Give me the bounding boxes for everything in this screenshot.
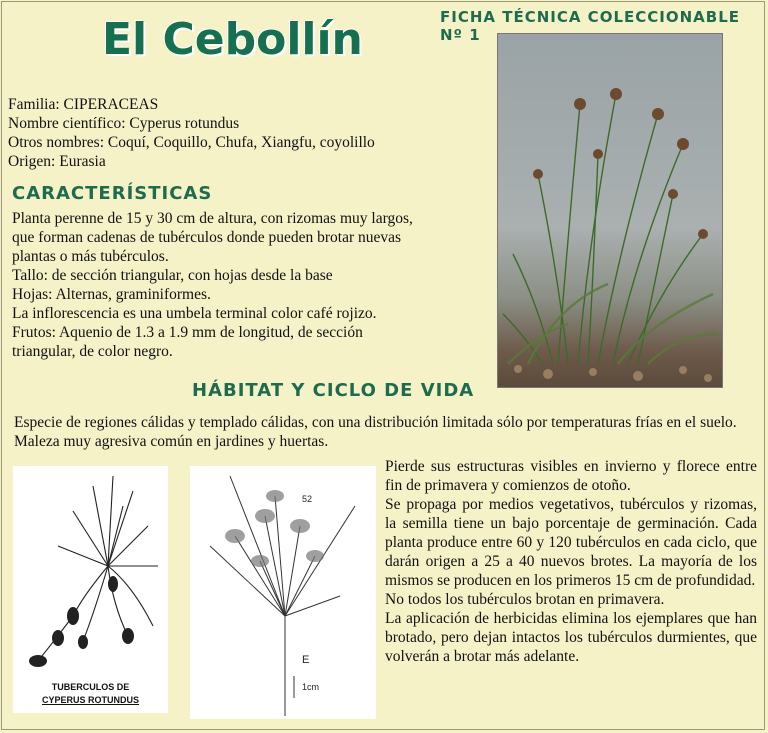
plant-metadata [8, 95, 375, 171]
habitat-heading: HÁBITAT Y CICLO DE VIDA [192, 380, 475, 401]
habitat-paragraph: No todos los tubérculos brotan en primavera. [385, 591, 665, 608]
drawing-caption-1: TUBERCULOS DE [51, 682, 130, 692]
habitat-paragraph: La aplicación de herbicidas elimina los ejemplares que han brotado, pero dejan intactos los tubérculos durmientes, que volverán a brotar más adelante. [385, 610, 757, 665]
char-line: Hojas: Alternas, graminiformes. [12, 286, 211, 303]
char-line: La inflorescencia es una umbela terminal color café rojizo. [12, 305, 377, 322]
char-line: plantas o más tubérculos. [12, 248, 169, 265]
drawing-letter: E [302, 654, 310, 666]
plant-photo [497, 33, 723, 388]
drawing-scale: 1cm [302, 682, 320, 692]
drawing-number: 52 [302, 494, 313, 504]
botanical-drawing [190, 466, 376, 719]
char-line: triangular, de color negro. [12, 343, 173, 360]
other-names-line: Otros nombres: Coquí, Coquillo, Chufa, Xiangfu, coyolillo [8, 134, 375, 151]
scientific-name-line: Nombre científico: Cyperus rotundus [8, 115, 240, 132]
habitat-paragraph: Pierde sus estructuras visibles en invierno y florece entre fin de primavera y comienzos de otoño. [385, 458, 757, 494]
page-title: El Cebollín [102, 14, 363, 65]
char-line: Planta perenne de 15 y 30 cm de altura, con rizomas muy largos, [12, 210, 413, 227]
series-label: FICHA TÉCNICA COLECCIONABLE Nº 1 [440, 8, 740, 44]
habitat-paragraph: Se propaga por medios vegetativos, tubérculos y rizomas, la semilla tiene un bajo porcentaje de germinación. Cada planta produce entre 60 y 120 tubérculos en cada ciclo, que darán origen a 25 a 40 nuevos brotes. La mayoría de los mismos se producen en los primeros 15 cm de profundidad. [385, 496, 757, 589]
char-line: Tallo: de sección triangular, con hojas desde la base [12, 267, 333, 284]
char-line: Frutos: Aquenio de 1.3 a 1.9 mm de longitud, de sección [12, 324, 363, 341]
habitat-intro: Especie de regiones cálidas y templado cálidas, con una distribución limitada sólo por temperaturas frías en el suelo. Maleza muy agresiva común en jardines y huertas. [14, 414, 737, 450]
family-line: Familia: CIPERACEAS [8, 96, 159, 113]
habitat-body [385, 457, 757, 666]
characteristics-heading: CARACTERÍSTICAS [12, 183, 213, 204]
char-line: que forman cadenas de tubérculos donde pueden brotar nuevas [12, 229, 402, 246]
origin-line: Origen: Eurasia [8, 153, 106, 170]
tuber-drawing [13, 466, 168, 713]
characteristics-text [12, 209, 494, 361]
drawing-caption-2: CYPERUS ROTUNDUS [41, 695, 139, 705]
